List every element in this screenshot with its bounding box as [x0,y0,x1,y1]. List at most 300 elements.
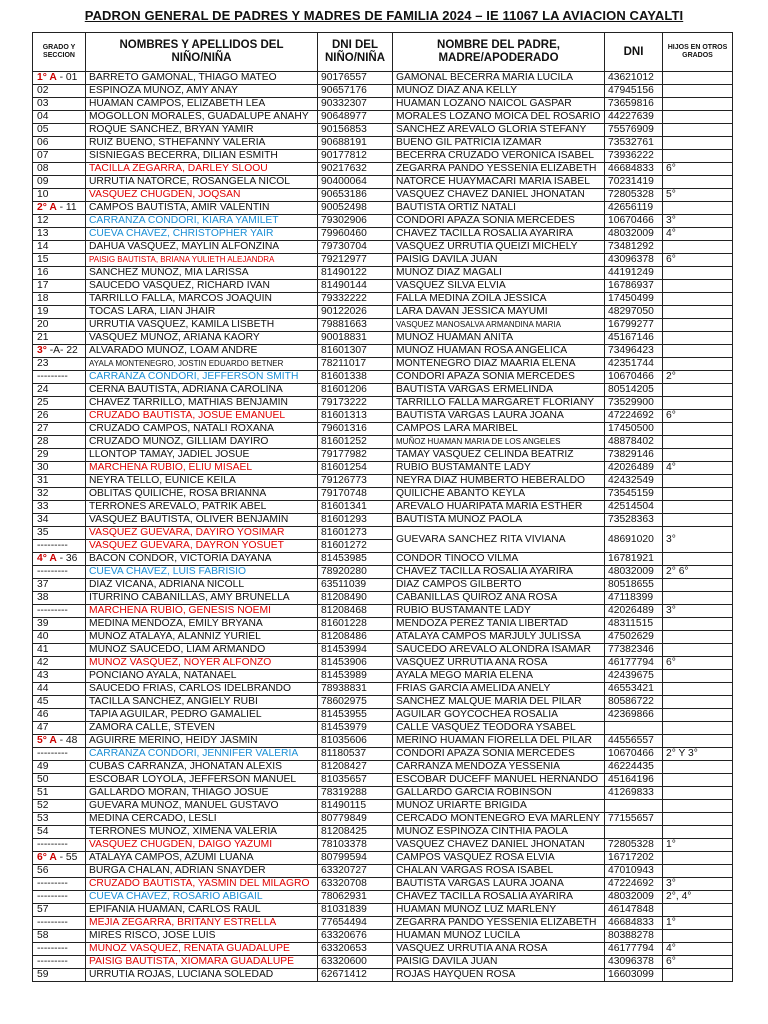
parent-name-cell: HUAMAN MUÑOZ LUZ MARLENY [393,904,605,917]
row-number-cell [33,215,86,228]
row-number: - 01 [59,72,78,83]
siblings-cell [663,267,733,280]
table-row [33,514,733,527]
parent-dni-cell: 46684833 [605,163,663,176]
parent-name-cell: MUÑOZ HUAMAN ROSA ANGELICA [393,345,605,358]
student-dni-cell: 78211017 [318,358,393,371]
row-number: 09 [37,176,49,187]
parent-dni-cell: 46224435 [605,761,663,774]
student-name-cell: CERNA BAUTISTA, ADRIANA CAROLINA [86,384,318,397]
siblings-cell: 3° [663,605,733,618]
student-dni-cell: 78103378 [318,839,393,852]
student-dni-cell: 81601338 [318,371,393,384]
table-row [33,878,733,891]
parent-name-cell: BAUTISTA ORTIZ NATALI [393,202,605,215]
siblings-cell: 3° [663,878,733,891]
table-row [33,956,733,969]
parent-dni-cell: 73529900 [605,397,663,410]
row-number-cell [33,605,86,618]
student-dni-cell: 78319288 [318,787,393,800]
student-name-cell: VASQUEZ MUÑOZ, ARIANA KAORY [86,332,318,345]
parent-dni-cell: 16799277 [605,319,663,332]
parent-dni-cell [605,800,663,813]
row-number: 39 [37,618,49,629]
parent-dni-cell: 42026489 [605,462,663,475]
parent-name-cell: PAISIG DAVILA JUAN [393,254,605,267]
student-name-cell: MUÑOZ VASQUEZ, RENATA GUADALUPE [86,943,318,956]
parent-dni-cell: 47224692 [605,878,663,891]
siblings-cell [663,722,733,735]
table-body [33,72,733,982]
row-number-cell [33,280,86,293]
row-number-cell [33,787,86,800]
row-number-cell [33,449,86,462]
row-number-cell [33,774,86,787]
row-number-cell [33,670,86,683]
student-name-cell: SAUCEDO FRIAS, CARLOS IDELBRANDO [86,683,318,696]
parent-dni-cell: 42439675 [605,670,663,683]
siblings-cell [663,709,733,722]
row-number: 14 [37,241,49,252]
table-row [33,579,733,592]
siblings-cell [663,345,733,358]
row-number-cell [33,696,86,709]
parent-dni-cell: 48691020 [605,527,663,553]
siblings-cell [663,618,733,631]
row-number: --------- [37,956,68,967]
student-dni-cell: 90156853 [318,124,393,137]
student-name-cell: CUEVA CHAVEZ, CHRISTOPHER YAIR [86,228,318,241]
student-name-cell: TAPIA AGUILAR, PEDRO GAMALIEL [86,709,318,722]
student-name-cell: ALVARADO MUÑOZ, LOAM ANDRE [86,345,318,358]
row-number: 02 [37,85,49,96]
table-row [33,371,733,384]
row-number: 47 [37,722,49,733]
row-number: 32 [37,488,49,499]
siblings-cell [663,735,733,748]
siblings-cell [663,579,733,592]
section-label: 2° A [37,202,57,213]
row-number-cell [33,579,86,592]
siblings-cell [663,930,733,943]
parent-dni-cell: 16786937 [605,280,663,293]
student-name-cell: CARRANZA CONDORI, JENNIFER VALERIA [86,748,318,761]
row-number-cell [33,540,86,553]
table-row [33,137,733,150]
siblings-cell [663,98,733,111]
student-name-cell: CUBAS CARRANZA, JHONATAN ALEXIS [86,761,318,774]
student-name-cell: BACON CONDOR, VICTORIA DAYANA [86,553,318,566]
row-number-cell [33,969,86,982]
row-number: 56 [37,865,49,876]
student-dni-cell: 81453979 [318,722,393,735]
parent-name-cell: GUEVARA SANCHEZ RITA VIVIANA [393,527,605,553]
parent-dni-cell: 73528363 [605,514,663,527]
table-row [33,462,733,475]
student-dni-cell: 81180537 [318,748,393,761]
table-row [33,189,733,202]
row-number: 52 [37,800,49,811]
row-number-cell [33,72,86,85]
parent-name-cell: BAUTISTA VARGAS LAURA JOANA [393,410,605,423]
parent-dni-cell: 80586722 [605,696,663,709]
student-dni-cell: 79173222 [318,397,393,410]
parent-dni-cell: 46177794 [605,943,663,956]
student-name-cell: MUÑOZ ATALAYA, ALANNIZ YURIEL [86,631,318,644]
parent-dni-cell: 48032009 [605,228,663,241]
parent-name-cell: CHAVEZ TACILLA ROSALIA AYARIRA [393,228,605,241]
parent-name-cell: PAISIG DAVILA JUAN [393,956,605,969]
parent-name-cell: MENDOZA PEREZ TANIA LIBERTAD [393,618,605,631]
student-dni-cell: 78062931 [318,891,393,904]
siblings-cell [663,826,733,839]
parent-dni-cell: 72805328 [605,839,663,852]
section-label: 4° A [37,553,57,564]
siblings-cell [663,176,733,189]
student-name-cell: SISNIEGAS BECERRA, DILIAN ESMITH [86,150,318,163]
row-number-cell [33,800,86,813]
student-dni-cell: 90018831 [318,332,393,345]
student-name-cell: OBLITAS QUILICHE, ROSA BRIANNA [86,488,318,501]
parent-dni-cell: 10670466 [605,215,663,228]
row-number: 40 [37,631,49,642]
student-name-cell: MEDINA CERCADO, LESLI [86,813,318,826]
siblings-cell [663,761,733,774]
row-number-cell [33,501,86,514]
table-row [33,397,733,410]
table-row [33,618,733,631]
parent-name-cell: GALLARDO GARCIA ROBINSON [393,787,605,800]
row-number-cell [33,917,86,930]
row-number-cell [33,410,86,423]
parent-dni-cell: 47945156 [605,85,663,98]
table-row [33,488,733,501]
student-dni-cell: 79332222 [318,293,393,306]
row-number-cell [33,709,86,722]
parent-dni-cell: 41269833 [605,787,663,800]
siblings-cell [663,774,733,787]
student-name-cell: URRUTIA VASQUEZ, KAMILA LISBETH [86,319,318,332]
table-row [33,267,733,280]
student-dni-cell: 81035657 [318,774,393,787]
row-number-cell [33,358,86,371]
row-number: 12 [37,215,49,226]
table-row [33,124,733,137]
parent-name-cell: ATALAYA CAMPOS MARJULY JULISSA [393,631,605,644]
student-name-cell: VASQUEZ BAUTISTA, OLIVER BENJAMIN [86,514,318,527]
parent-dni-cell: 17450499 [605,293,663,306]
parent-name-cell: SANCHEZ AREVALO GLORIA STEFANY [393,124,605,137]
siblings-cell: 2° Y 3° [663,748,733,761]
student-dni-cell: 63320708 [318,878,393,891]
parent-name-cell: TARRILLO FALLA MARGARET FLORIANY [393,397,605,410]
section-label: 3° [37,345,47,356]
table-row [33,904,733,917]
siblings-cell [663,202,733,215]
student-name-cell: TARRILLO FALLA, MARCOS JOAQUIN [86,293,318,306]
parent-dni-cell: 75576909 [605,124,663,137]
siblings-cell [663,332,733,345]
parent-dni-cell: 42026489 [605,605,663,618]
siblings-cell: 3° [663,215,733,228]
parent-name-cell: SAUCEDO AREVALO ALONDRA ISAMAR [393,644,605,657]
table-row [33,527,733,540]
siblings-cell [663,124,733,137]
table-row [33,930,733,943]
siblings-cell [663,150,733,163]
parent-dni-cell: 48297050 [605,306,663,319]
document-title: PADRON GENERAL DE PADRES Y MADRES DE FAMILIA 2024 – IE 11067 LA AVIACION CAYALTI [84,8,684,23]
student-name-cell: CARRANZA CONDORI, JEFFERSON SMITH [86,371,318,384]
row-number: --------- [37,891,68,902]
parent-dni-cell: 46177794 [605,657,663,670]
table-row [33,917,733,930]
parent-name-cell: VASQUEZ URRUTIA ANA ROSA [393,657,605,670]
parent-name-cell: ZEGARRA PANDO YESSENIA ELIZABETH [393,917,605,930]
row-number: 57 [37,904,49,915]
table-row [33,358,733,371]
row-number: 25 [37,397,49,408]
parent-name-cell: BECERRA CRUZADO VERONICA ISABEL [393,150,605,163]
row-number-cell [33,436,86,449]
table-row [33,813,733,826]
table-row [33,384,733,397]
siblings-cell [663,397,733,410]
row-number: --------- [37,878,68,889]
row-number-cell [33,332,86,345]
table-row [33,163,733,176]
row-number: 35 [37,527,49,538]
parent-name-cell: VASQUEZ SILVA ELVIA [393,280,605,293]
row-number: --------- [37,605,68,616]
parent-dni-cell: 77382346 [605,644,663,657]
student-dni-cell: 78938831 [318,683,393,696]
siblings-cell [663,865,733,878]
student-dni-cell: 90657176 [318,85,393,98]
student-name-cell: BARRETO GAMONAL, THIAGO MATEO [86,72,318,85]
row-number: 58 [37,930,49,941]
row-number: 13 [37,228,49,239]
parent-dni-cell: 42432549 [605,475,663,488]
student-name-cell: AGUIRRE MERINO, HEIDY JASMIN [86,735,318,748]
row-number-cell [33,826,86,839]
row-number-cell [33,852,86,865]
row-number-cell [33,488,86,501]
table-row [33,644,733,657]
row-number-cell [33,293,86,306]
parent-dni-cell: 45167146 [605,332,663,345]
row-number: 31 [37,475,49,486]
student-name-cell: MIRES RISCO, JOSE LUIS [86,930,318,943]
student-dni-cell: 63320653 [318,943,393,956]
parent-name-cell: CONDOR TINOCO VILMA [393,553,605,566]
parent-dni-cell: 47010943 [605,865,663,878]
student-name-cell: CUEVA CHAVEZ, LUIS FABRISIO [86,566,318,579]
siblings-cell [663,423,733,436]
parent-dni-cell: 16781921 [605,553,663,566]
table-row [33,280,733,293]
student-name-cell: TERRONES AREVALO, PATRIK ABEL [86,501,318,514]
table-row [33,228,733,241]
student-dni-cell: 81453985 [318,553,393,566]
row-number: 44 [37,683,49,694]
siblings-cell [663,85,733,98]
siblings-cell [663,631,733,644]
student-name-cell: MUÑOZ SAUCEDO, LIAM ARMANDO [86,644,318,657]
parent-name-cell: DIAZ CAMPOS GILBERTO [393,579,605,592]
row-number-cell [33,891,86,904]
row-number: 23 [37,358,49,369]
parent-dni-cell [605,826,663,839]
siblings-cell [663,280,733,293]
siblings-cell [663,683,733,696]
section-label: 6° A [37,852,57,863]
student-dni-cell: 81453989 [318,670,393,683]
student-dni-cell: 90177812 [318,150,393,163]
siblings-cell: 6° [663,657,733,670]
student-name-cell: CARRANZA CONDORI, KIARA YAMILET [86,215,318,228]
siblings-cell [663,904,733,917]
table-row [33,670,733,683]
student-name-cell: VASQUEZ CHUGDEN, JOQSAN [86,189,318,202]
row-number-cell [33,514,86,527]
table-row [33,826,733,839]
student-name-cell: CHAVEZ TARRILLO, MATHIAS BENJAMIN [86,397,318,410]
parent-name-cell: GAMONAL BECERRA MARIA LUCILA [393,72,605,85]
student-dni-cell: 79730704 [318,241,393,254]
parent-name-cell: MUÑOZ ESPINOZA CINTHIA PAOLA [393,826,605,839]
student-name-cell: MEJIA ZEGARRA, BRITANY ESTRELLA [86,917,318,930]
student-name-cell: ATALAYA CAMPOS, AZUMI LUANA [86,852,318,865]
siblings-cell [663,358,733,371]
parent-name-cell: VASQUEZ CHAVEZ DANIEL JHONATAN [393,839,605,852]
student-dni-cell: 81601273 [318,527,393,540]
row-number: --------- [37,943,68,954]
row-number: 27 [37,423,49,434]
row-number-cell [33,527,86,540]
siblings-cell [663,293,733,306]
table-row [33,98,733,111]
row-number: --------- [37,566,68,577]
siblings-cell [663,436,733,449]
parent-dni-cell: 73545159 [605,488,663,501]
table-row [33,605,733,618]
student-dni-cell: 78920280 [318,566,393,579]
siblings-cell [663,800,733,813]
row-number-cell [33,475,86,488]
row-number-cell [33,384,86,397]
siblings-cell [663,644,733,657]
parent-name-cell: CABANILLAS QUIROZ ANA ROSA [393,592,605,605]
table-row [33,865,733,878]
parent-name-cell: BAUTISTA VARGAS ERMELINDA [393,384,605,397]
siblings-cell [663,501,733,514]
student-dni-cell: 81035606 [318,735,393,748]
siblings-cell [663,670,733,683]
parents-register-table [32,32,733,982]
student-dni-cell: 79302906 [318,215,393,228]
parent-name-cell: ZEGARRA PANDO YESSENIA ELIZABETH [393,163,605,176]
student-name-cell: URRUTIA NATORCE, ROSANGELA NICOL [86,176,318,189]
parent-name-cell: MONTENEGRO DIAZ MAARIA ELENA [393,358,605,371]
student-name-cell: VASQUEZ CHUGDEN, DAIGO YAZUMI [86,839,318,852]
parent-dni-cell: 72805328 [605,189,663,202]
row-number: 41 [37,644,49,655]
row-number: 33 [37,501,49,512]
table-row [33,241,733,254]
parent-name-cell: RUBIO BUSTAMANTE LADY [393,462,605,475]
row-number-cell [33,319,86,332]
row-number: - 55 [59,852,78,863]
row-number: 05 [37,124,49,135]
student-name-cell: CRUZADO CAMPOS, NATALI ROXANA [86,423,318,436]
parent-name-cell: VASQUEZ URRUTIA QUEIZI MICHELY [393,241,605,254]
row-number: 24 [37,384,49,395]
student-dni-cell: 81208486 [318,631,393,644]
siblings-cell: 6° [663,956,733,969]
row-number: -A- 22 [49,345,78,356]
student-dni-cell: 90122026 [318,306,393,319]
row-number-cell [33,761,86,774]
student-dni-cell: 81490144 [318,280,393,293]
student-name-cell: BURGA CHALAN, ADRIAN SNAYDER [86,865,318,878]
row-number: 15 [37,254,49,265]
siblings-cell [663,475,733,488]
student-name-cell: DIAZ VICAÑA, ADRIANA NICOLL [86,579,318,592]
student-dni-cell: 81490122 [318,267,393,280]
row-number-cell [33,371,86,384]
parent-name-cell: VASQUEZ URRUTIA ANA ROSA [393,943,605,956]
parent-name-cell: CONDORI APAZA SONIA MERCEDES [393,215,605,228]
row-number-cell [33,748,86,761]
siblings-cell [663,813,733,826]
row-number-cell [33,137,86,150]
section-label: 5° A [37,735,57,746]
row-number: 08 [37,163,49,174]
table-row [33,449,733,462]
student-dni-cell: 90052498 [318,202,393,215]
student-dni-cell: 80799594 [318,852,393,865]
siblings-cell [663,969,733,982]
row-number: 03 [37,98,49,109]
table-row [33,722,733,735]
student-dni-cell: 81601341 [318,501,393,514]
parent-name-cell: CAMPOS VASQUEZ ROSA ELVIA [393,852,605,865]
row-number-cell [33,904,86,917]
parent-dni-cell: 10670466 [605,371,663,384]
parent-dni-cell: 44556557 [605,735,663,748]
row-number: 04 [37,111,49,122]
siblings-cell [663,592,733,605]
parent-name-cell: QUILICHE ABANTO KEYLA [393,488,605,501]
student-name-cell: SAUCEDO VASQUEZ, RICHARD IVAN [86,280,318,293]
header-hijos: HIJOS EN OTROS GRADOS [663,33,733,72]
student-dni-cell: 81601228 [318,618,393,631]
parent-name-cell: CERCADO MONTENEGRO EVA MARLENY [393,813,605,826]
table-row [33,566,733,579]
row-number: 10 [37,189,49,200]
table-row [33,969,733,982]
row-number-cell [33,813,86,826]
header-grado: GRADO Y SECCION [33,33,86,72]
row-number: --------- [37,917,68,928]
siblings-cell: 4° [663,943,733,956]
table-row [33,72,733,85]
parent-name-cell: HUAMAN LOZANO NAICOL GASPAR [393,98,605,111]
row-number: 53 [37,813,49,824]
student-dni-cell: 79126773 [318,475,393,488]
parent-dni-cell: 48032009 [605,891,663,904]
